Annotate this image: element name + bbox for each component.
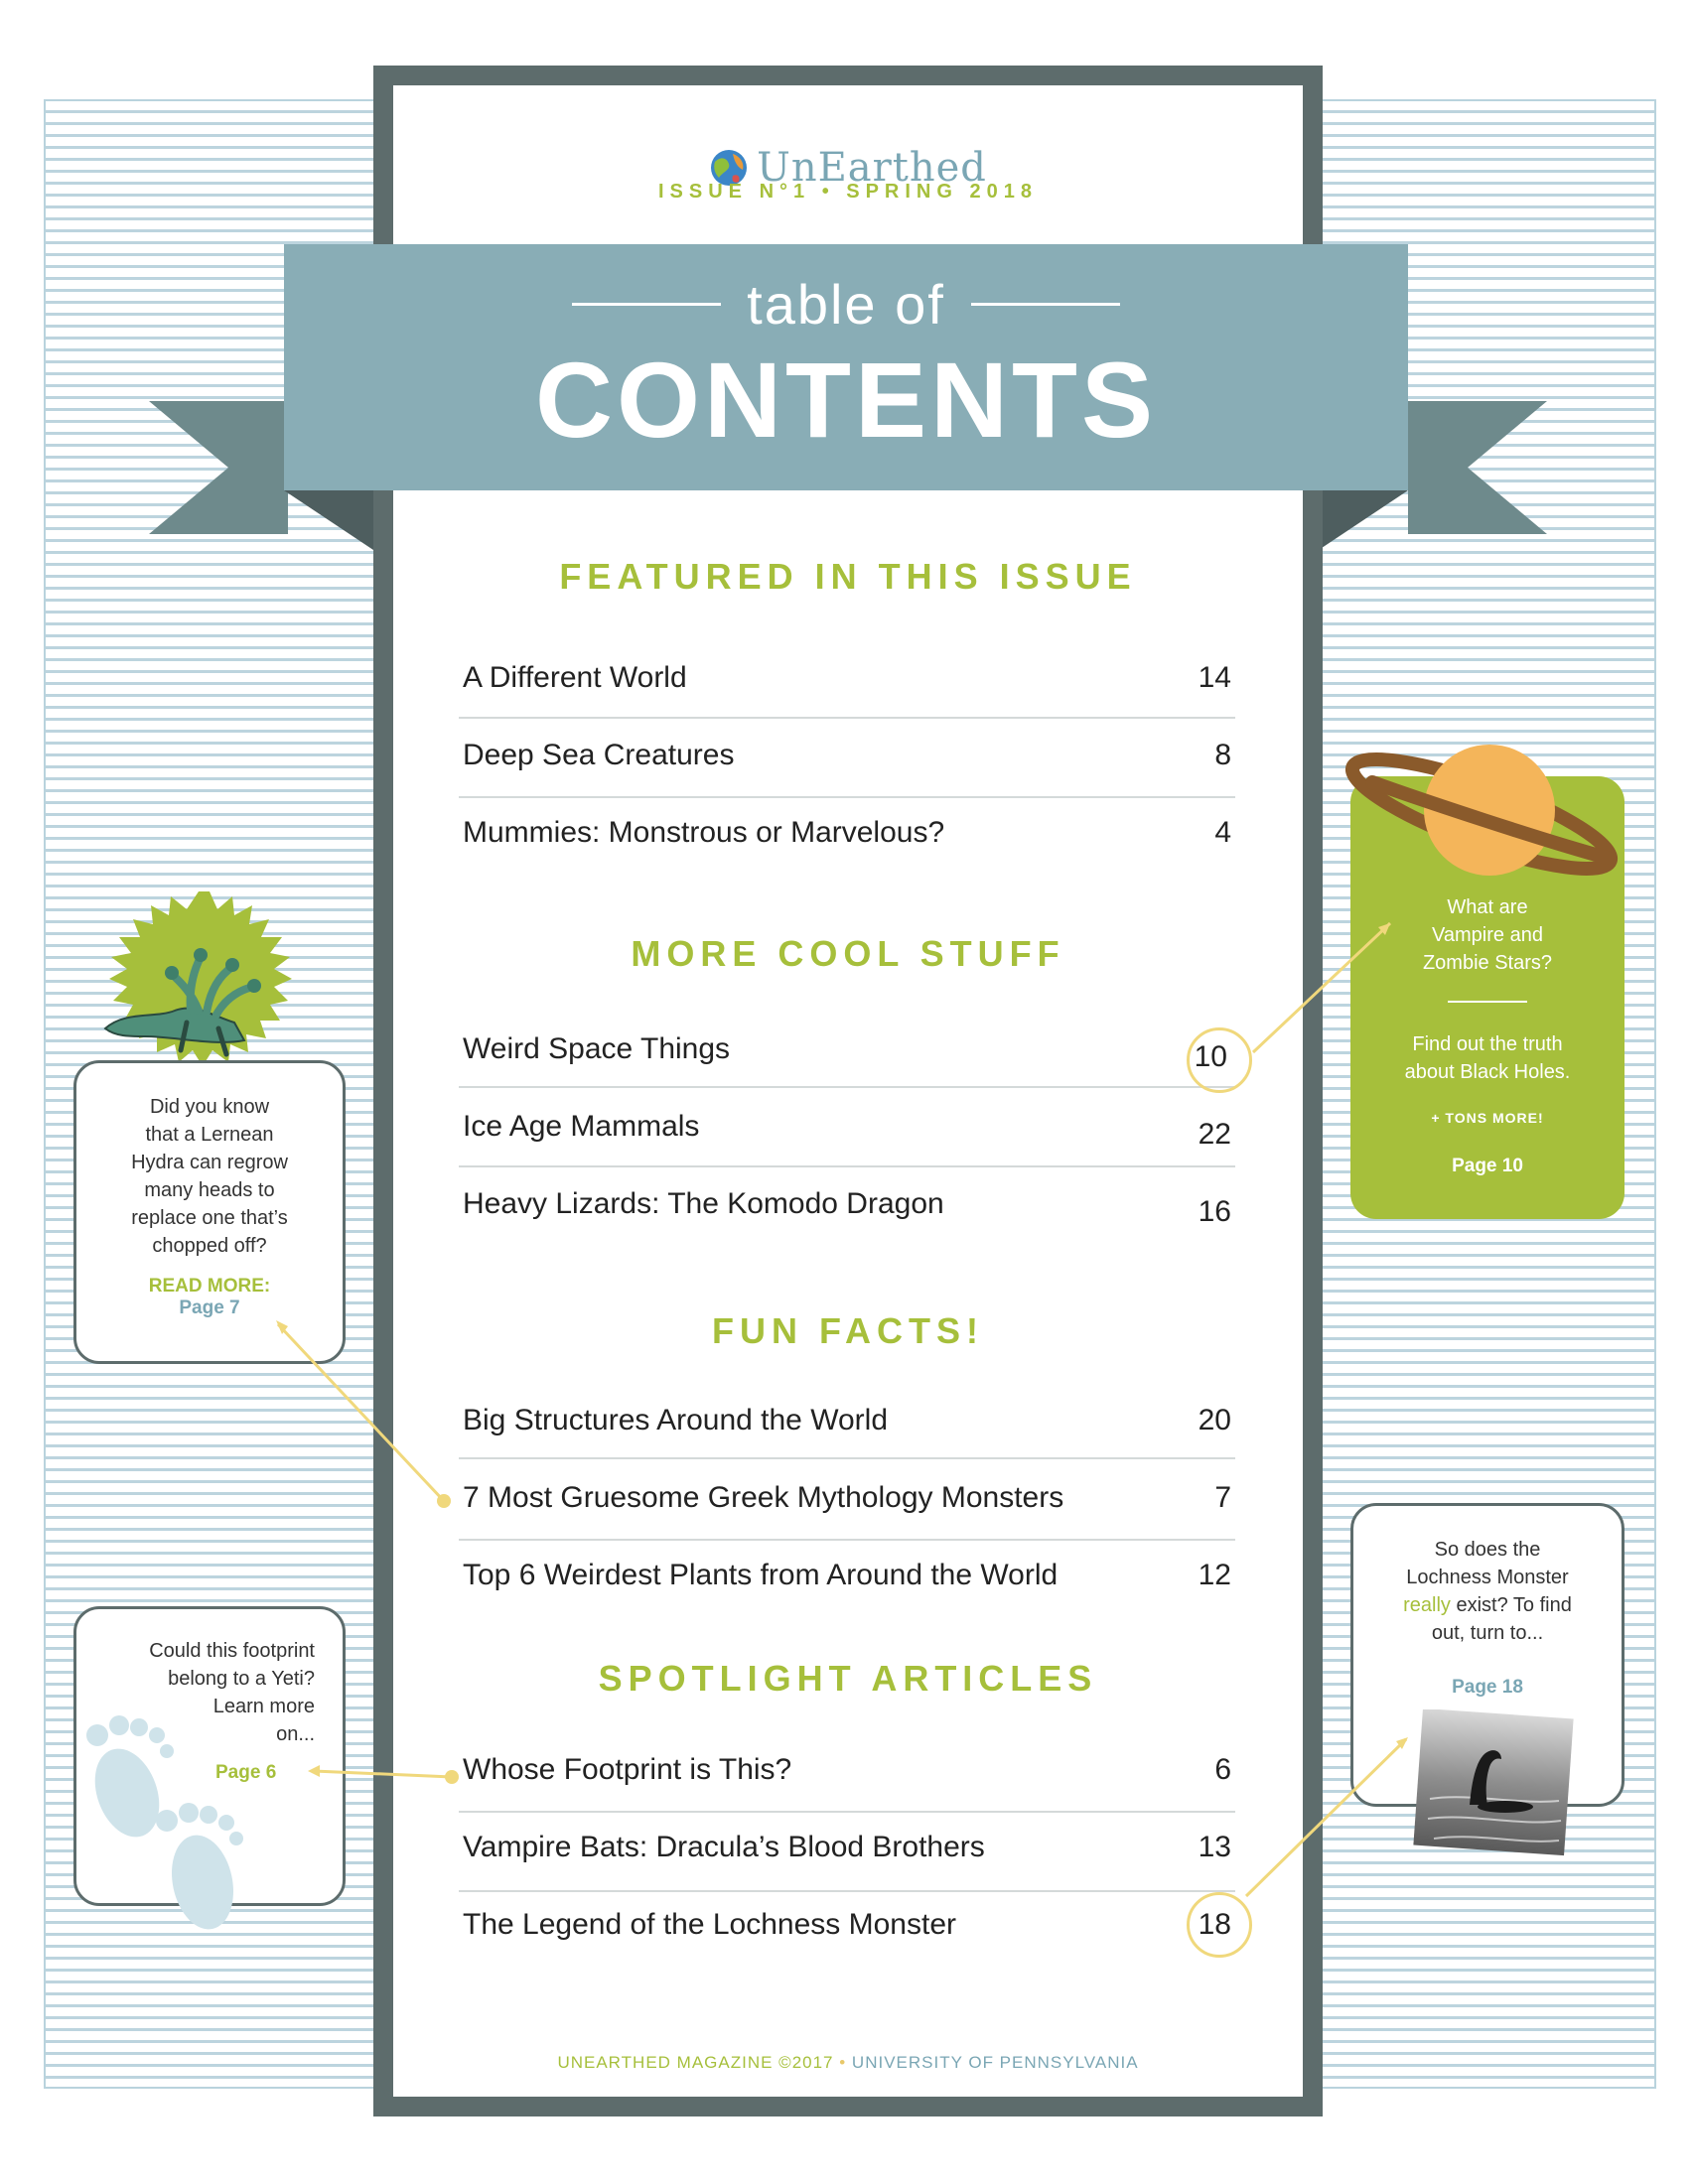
toc-entry-page: 6 [1214, 1753, 1231, 1786]
hydra-illustration [95, 891, 324, 1070]
toc-entry-title: A Different World [463, 661, 687, 694]
callout-line: replace one that’s [131, 1207, 288, 1229]
banner-rule-right [971, 303, 1120, 306]
highlight-word: really [1403, 1594, 1451, 1616]
stars-page-link[interactable]: Page 10 [1452, 1156, 1523, 1176]
toc-entry[interactable] [459, 1011, 1235, 1088]
callout-line: Zombie Stars? [1422, 952, 1553, 974]
stars-callout-question [1350, 893, 1624, 977]
hydra-callout [73, 1060, 346, 1364]
section-title-more: MORE COOL STUFF [631, 933, 1065, 974]
toc-entry-title: Ice Age Mammals [463, 1110, 700, 1143]
banner-rule-left [572, 303, 721, 306]
toc-entry-title: Heavy Lizards: The Komodo Dragon [463, 1187, 944, 1220]
callout-line: Lochness Monster [1406, 1567, 1569, 1588]
callout-line: many heads to [144, 1179, 275, 1201]
page-highlight-circle [1187, 1027, 1252, 1093]
read-more-label: READ MORE: [148, 1276, 271, 1297]
callout-line: Learn more [212, 1696, 315, 1717]
toc-entry[interactable] [459, 1088, 1235, 1165]
lochness-photo [1410, 1709, 1579, 1858]
callout-line: on... [276, 1723, 315, 1745]
toc-entry[interactable] [459, 794, 1235, 872]
toc-entry[interactable] [459, 1537, 1235, 1614]
issue-line: ISSUE N°1 • SPRING 2018 [658, 181, 1038, 203]
hydra-callout-text [76, 1093, 343, 1260]
ribbon-tail-left [149, 387, 288, 546]
toc-entry-page: 8 [1214, 739, 1231, 771]
callout-line: chopped off? [152, 1235, 267, 1257]
toc-entry-title: Top 6 Weirdest Plants from Around the World [463, 1559, 1059, 1591]
callout-line [1353, 1591, 1622, 1619]
toc-entry-page: 16 [1198, 1195, 1231, 1228]
section-title-spotlight: SPOTLIGHT ARTICLES [598, 1658, 1098, 1699]
footer-separator: • [833, 2053, 852, 2072]
toc-entry-page: 10 [1194, 1040, 1227, 1073]
footer-university: UNIVERSITY OF PENNSYLVANIA [851, 2053, 1139, 2072]
footprint-illustration [83, 1713, 262, 1942]
toc-entry-title: Deep Sea Creatures [463, 739, 735, 771]
section-title-featured: FEATURED IN THIS ISSUE [559, 556, 1137, 597]
toc-entry-title: Big Structures Around the World [463, 1404, 888, 1436]
toc-entry-title: Vampire Bats: Dracula’s Blood Brothers [463, 1831, 985, 1863]
toc-entry-title: Mummies: Monstrous or Marvelous? [463, 816, 945, 849]
footer-magazine: UNEARTHED MAGAZINE ©2017 [557, 2053, 834, 2072]
toc-entry[interactable] [459, 717, 1235, 794]
title-banner [284, 244, 1408, 490]
toc-entry-title: 7 Most Gruesome Greek Mythology Monsters [463, 1481, 1064, 1514]
callout-line: Vampire and [1432, 924, 1543, 946]
stars-callout-detail [1350, 1030, 1624, 1086]
callout-line: belong to a Yeti? [168, 1668, 315, 1690]
tons-more-label: + TONS MORE! [1431, 1110, 1544, 1126]
callout-line: What are [1447, 896, 1528, 918]
toc-entry[interactable] [459, 1809, 1235, 1886]
page-highlight-circle [1187, 1892, 1252, 1958]
toc-entry[interactable] [459, 1886, 1235, 1964]
toc-entry-page: 7 [1214, 1481, 1231, 1514]
banner-title: CONTENTS [535, 340, 1157, 460]
callout-line: about Black Holes. [1404, 1061, 1571, 1083]
callout-line: Could this footprint [149, 1640, 315, 1662]
section-title-fun: FUN FACTS! [712, 1310, 984, 1351]
banner-subtitle: table of [747, 273, 945, 336]
callout-line: Did you know [149, 1096, 270, 1118]
saturn-illustration [1342, 731, 1621, 899]
divider [1448, 1001, 1527, 1003]
callout-line: Find out the truth [1412, 1033, 1563, 1055]
ribbon-tail-right [1408, 387, 1547, 546]
toc-entry-title: The Legend of the Lochness Monster [463, 1908, 956, 1941]
toc-entry-title: Whose Footprint is This? [463, 1753, 792, 1786]
callout-line: that a Lernean [145, 1124, 274, 1146]
toc-entry-page: 14 [1198, 661, 1231, 694]
callout-line: out, turn to... [1431, 1622, 1544, 1644]
lochness-callout-text [1353, 1536, 1622, 1647]
toc-entry[interactable] [459, 1459, 1235, 1537]
toc-entry-page: 13 [1198, 1831, 1231, 1863]
ribbon-fold-left [284, 490, 373, 550]
toc-entry[interactable] [459, 639, 1235, 717]
toc-entry-page: 12 [1198, 1559, 1231, 1591]
toc-entry[interactable] [459, 1731, 1235, 1809]
yeti-page-link[interactable]: Page 6 [215, 1762, 277, 1783]
callout-line: So does the [1434, 1539, 1541, 1561]
toc-entry-page: 18 [1198, 1908, 1231, 1941]
ribbon-fold-right [1319, 490, 1408, 550]
logo-wordmark: UnEarthed [757, 145, 987, 191]
toc-entry[interactable] [459, 1165, 1235, 1243]
footer [393, 2053, 1303, 2073]
toc-entry-title: Weird Space Things [463, 1032, 731, 1065]
line-rest: exist? To find [1450, 1594, 1572, 1616]
toc-entry-page: 20 [1198, 1404, 1231, 1436]
toc-entry-page: 22 [1198, 1118, 1231, 1151]
hydra-read-more[interactable] [76, 1276, 343, 1319]
lochness-page-link[interactable]: Page 18 [1452, 1677, 1523, 1698]
callout-line: Hydra can regrow [131, 1152, 288, 1173]
toc-entry-page: 4 [1214, 816, 1231, 849]
toc-entry[interactable] [459, 1382, 1235, 1459]
read-more-page: Page 7 [179, 1297, 240, 1318]
